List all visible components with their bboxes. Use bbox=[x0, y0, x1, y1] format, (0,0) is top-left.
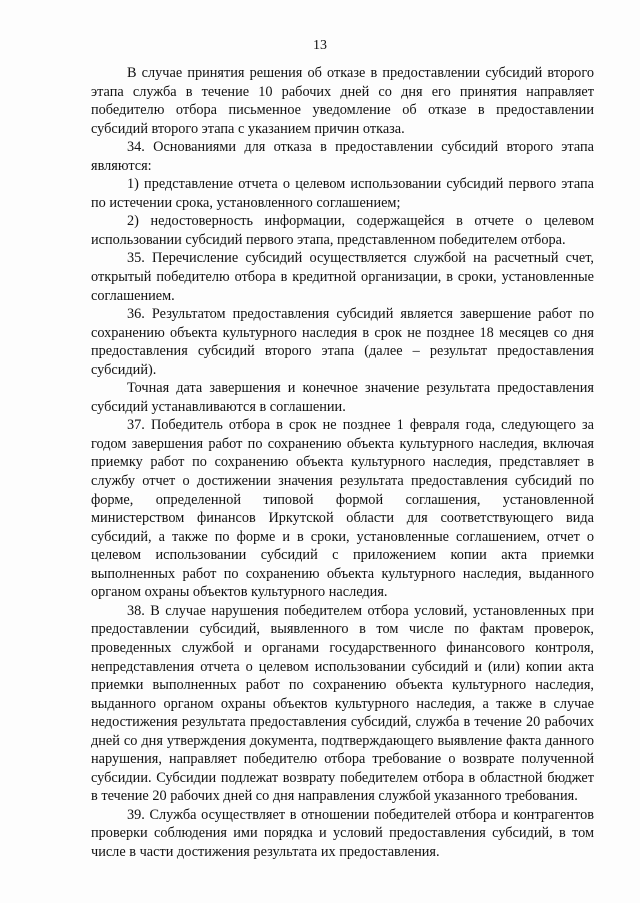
page-number: 13 bbox=[313, 38, 327, 53]
document-body bbox=[91, 64, 594, 862]
paragraph-34: 34. Основаниями для отказа в предоставлении субсидий второго этапа являются: bbox=[91, 139, 594, 174]
paragraph-34-item-2: 2) недостоверность информации, содержащейся в отчете о целевом использовании субсидий первого этапа, представленном победителем отбора. bbox=[91, 213, 594, 248]
paragraph-35: 35. Перечисление субсидий осуществляется службой на расчетный счет, открытый победителю отбора в кредитной организации, в сроки, установленные соглашением. bbox=[91, 250, 594, 304]
paragraph-37: 37. Победитель отбора в срок не позднее 1 февраля года, следующего за годом завершения работ по сохранению объекта культурного наследия, включая приемку работ по сохранению объекта культурного наследия, представляет в службу отчет о достижении значения результата предоставления субсидий по форме, определенной типовой формой соглашения, установленной министерством финансов Иркутской области для соответствующего вида субсидий, а также по форме и в сроки, установленные соглашением, отчет о целевом использовании субсидий с приложением копии акта приемки выполненных работ по сохранению объекта культурного наследия, выданного органом охраны объектов культурного наследия. bbox=[91, 417, 594, 601]
paragraph-36-date: Точная дата завершения и конечное значение результата предоставления субсидий устанавливаются в соглашении. bbox=[91, 380, 594, 415]
paragraph-36: 36. Результатом предоставления субсидий является завершение работ по сохранению объекта культурного наследия в срок не позднее 18 месяцев со дня предоставления субсидий второго этапа (далее – результат предоставления субсидий). bbox=[91, 306, 594, 378]
paragraph-34-item-1: 1) представление отчета о целевом использовании субсидий первого этапа по истечении срока, установленного соглашением; bbox=[91, 176, 594, 211]
paragraph-38: 38. В случае нарушения победителем отбора условий, установленных при предоставлении субсидий, выявленного в том числе по фактам проверок, проведенных службой и органами государственного финансового контроля, непредставления отчета о целевом использовании субсидий и (или) копии акта приемки выполненных работ по сохранению объекта культурного наследия, выданного органом охраны объектов культурного наследия, а также в случае недостижения результата предоставления субсидий, служба в течение 20 рабочих дней со дня утверждения документа, подтверждающего выявление факта данного нарушения, направляет победителю отбора требование о возврате полученной субсидии. Субсидии подлежат возврату победителем отбора в областной бюджет в течение 20 рабочих дней со дня направления службой указанного требования. bbox=[91, 602, 594, 805]
paragraph-39: 39. Служба осуществляет в отношении победителей отбора и контрагентов проверки соблюдения ими порядка и условий предоставления субсидий, в том числе в части достижения результата их предоставления. bbox=[91, 806, 594, 860]
paragraph-refusal-notice: В случае принятия решения об отказе в предоставлении субсидий второго этапа служба в течение 10 рабочих дней со дня его принятия направляет победителю отбора письменное уведомление об отказе в предоставлении субсидий второго этапа с указанием причин отказа. bbox=[91, 65, 594, 137]
